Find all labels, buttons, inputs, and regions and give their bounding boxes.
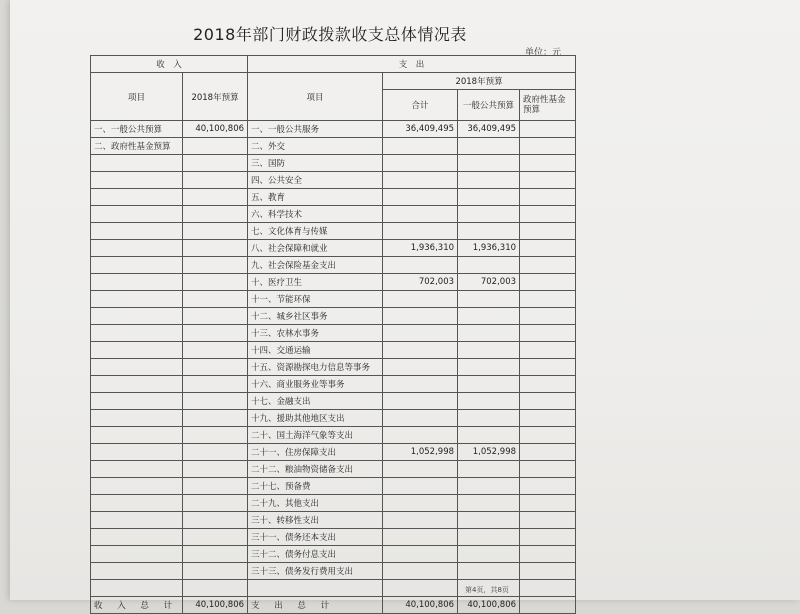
expense-total-cell <box>383 155 458 172</box>
table-row <box>91 223 576 240</box>
income-item-cell <box>91 495 183 512</box>
total-header: 合计 <box>383 90 458 121</box>
expense-total-cell <box>383 206 458 223</box>
table-row <box>91 121 576 138</box>
expense-fund-cell <box>520 512 576 529</box>
expense-general-cell <box>458 359 520 376</box>
expense-fund-cell <box>520 461 576 478</box>
expense-general-cell <box>458 478 520 495</box>
income-amount-cell <box>183 546 248 563</box>
income-amount-cell <box>183 393 248 410</box>
totals-row <box>91 597 576 614</box>
income-amount-cell <box>183 529 248 546</box>
income-amount-cell <box>183 563 248 580</box>
expense-fund-cell <box>520 291 576 308</box>
income-amount-cell <box>183 172 248 189</box>
income-amount-cell <box>183 427 248 444</box>
table-row <box>91 325 576 342</box>
income-amount-cell <box>183 308 248 325</box>
expense-fund-cell <box>520 257 576 274</box>
table-row <box>91 206 576 223</box>
expense-item-cell: 十、医疗卫生 <box>248 274 383 291</box>
expense-general-cell <box>458 291 520 308</box>
expense-total-cell <box>383 563 458 580</box>
expense-general-cell <box>458 512 520 529</box>
expense-fund-cell <box>520 529 576 546</box>
expense-item-cell: 九、社会保险基金支出 <box>248 257 383 274</box>
income-amount-cell <box>183 189 248 206</box>
income-item-cell <box>91 546 183 563</box>
income-item-cell <box>91 325 183 342</box>
expense-general-cell <box>458 223 520 240</box>
income-item-cell <box>91 410 183 427</box>
expense-general-cell: 36,409,495 <box>458 121 520 138</box>
income-item-cell <box>91 189 183 206</box>
table-row <box>91 291 576 308</box>
expense-fund-cell <box>520 308 576 325</box>
income-item-cell <box>91 206 183 223</box>
expense-item-cell: 三、国防 <box>248 155 383 172</box>
income-item-cell <box>91 478 183 495</box>
table-body <box>91 121 576 614</box>
income-amount-cell <box>183 478 248 495</box>
income-amount-cell <box>183 240 248 257</box>
expense-total-cell <box>383 376 458 393</box>
expense-item-cell: 一、一般公共服务 <box>248 121 383 138</box>
expense-item-cell: 二十、国土海洋气象等支出 <box>248 427 383 444</box>
fund-budget-header: 政府性基金预算 <box>520 90 576 121</box>
expense-fund-cell <box>520 342 576 359</box>
expense-item-cell: 十四、交通运输 <box>248 342 383 359</box>
expense-total-cell <box>383 257 458 274</box>
expense-total-cell <box>383 427 458 444</box>
expense-general-cell <box>458 563 520 580</box>
table-row <box>91 529 576 546</box>
table-row <box>91 274 576 291</box>
income-amount-cell <box>183 206 248 223</box>
income-amount-cell: 40,100,806 <box>183 121 248 138</box>
expense-item-cell: 十一、节能环保 <box>248 291 383 308</box>
income-item-cell <box>91 512 183 529</box>
page-footer: 第4页，共8页 <box>465 586 509 594</box>
expense-fund-cell <box>520 325 576 342</box>
header-row-1 <box>91 56 576 73</box>
expense-item-cell: 二十九、其他支出 <box>248 495 383 512</box>
expense-item-cell: 十五、资源勘探电力信息等事务 <box>248 359 383 376</box>
income-amount-cell <box>183 274 248 291</box>
table-row <box>91 393 576 410</box>
unit-label: 单位：元 <box>525 48 562 58</box>
expense-total-cell <box>383 478 458 495</box>
expense-total-cell <box>383 291 458 308</box>
income-item-cell <box>91 308 183 325</box>
expense-total-cell <box>383 325 458 342</box>
income-item-cell <box>91 529 183 546</box>
table-row <box>91 172 576 189</box>
expense-total-cell <box>383 529 458 546</box>
expense-general-cell <box>458 495 520 512</box>
income-amount-cell <box>183 155 248 172</box>
expense-item-cell: 三十二、债务付息支出 <box>248 546 383 563</box>
table-row <box>91 410 576 427</box>
income-item-cell <box>91 427 183 444</box>
expense-item-cell: 十三、农林水事务 <box>248 325 383 342</box>
expense-general-cell <box>458 461 520 478</box>
expense-general-cell <box>458 189 520 206</box>
expense-total-cell <box>383 359 458 376</box>
expense-item-cell: 十二、城乡社区事务 <box>248 308 383 325</box>
income-amount-cell <box>183 342 248 359</box>
table-row <box>91 444 576 461</box>
expense-general-cell <box>458 257 520 274</box>
income-item-cell <box>91 461 183 478</box>
expense-fund-cell <box>520 444 576 461</box>
expense-total-cell <box>383 138 458 155</box>
expense-total-cell <box>383 189 458 206</box>
expense-fund-cell <box>520 138 576 155</box>
income-item-cell <box>91 223 183 240</box>
general-budget-header: 一般公共预算 <box>458 90 520 121</box>
income-item-cell: 一、一般公共预算 <box>91 121 183 138</box>
income-budget-header: 2018年预算 <box>183 73 248 121</box>
income-amount-cell <box>183 512 248 529</box>
expense-total-cell <box>383 393 458 410</box>
expense-fund-cell <box>520 189 576 206</box>
expense-item-cell: 十七、金融支出 <box>248 393 383 410</box>
income-amount-cell <box>183 359 248 376</box>
expense-total-cell <box>383 410 458 427</box>
expense-fund-cell <box>520 393 576 410</box>
income-item-cell <box>91 580 183 597</box>
expense-total-cell <box>383 495 458 512</box>
expense-item-cell: 二十七、预备费 <box>248 478 383 495</box>
expense-item-cell: 二、外交 <box>248 138 383 155</box>
table-row <box>91 138 576 155</box>
expense-item-cell <box>248 580 383 597</box>
income-item-cell <box>91 393 183 410</box>
income-item-cell <box>91 155 183 172</box>
expense-item-cell: 二十一、住房保障支出 <box>248 444 383 461</box>
expense-item-cell: 三十一、债务还本支出 <box>248 529 383 546</box>
expense-general-cell <box>458 206 520 223</box>
table-row <box>91 563 576 580</box>
income-item-cell <box>91 291 183 308</box>
expense-fund-cell <box>520 410 576 427</box>
expense-fund-cell <box>520 563 576 580</box>
expense-general-cell: 702,003 <box>458 274 520 291</box>
expense-item-cell: 四、公共安全 <box>248 172 383 189</box>
income-item-cell: 二、政府性基金预算 <box>91 138 183 155</box>
income-amount-cell <box>183 291 248 308</box>
expense-general-cell <box>458 155 520 172</box>
expense-general-cell <box>458 546 520 563</box>
income-amount-cell <box>183 461 248 478</box>
expense-fund-cell <box>520 223 576 240</box>
income-amount-cell <box>183 580 248 597</box>
expense-general-cell <box>458 172 520 189</box>
table-row <box>91 512 576 529</box>
document-page <box>10 0 800 611</box>
expense-fund-cell <box>520 155 576 172</box>
expense-total-cell <box>383 461 458 478</box>
income-header: 收 入 <box>91 56 248 73</box>
expense-total-cell <box>383 580 458 597</box>
income-item-cell <box>91 376 183 393</box>
expense-item-cell: 二十二、粮油物资储备支出 <box>248 461 383 478</box>
income-amount-cell <box>183 444 248 461</box>
expense-item-cell: 十六、商业服务业等事务 <box>248 376 383 393</box>
expense-fund-cell <box>520 359 576 376</box>
expense-budget-header: 2018年预算 <box>383 73 576 90</box>
table-row <box>91 478 576 495</box>
expense-item-cell: 三十三、债务发行费用支出 <box>248 563 383 580</box>
expense-general-cell <box>458 325 520 342</box>
expense-fund-total <box>520 597 576 614</box>
income-amount-cell <box>183 325 248 342</box>
expense-total-cell <box>383 512 458 529</box>
expense-fund-cell <box>520 172 576 189</box>
expense-total-cell <box>383 308 458 325</box>
expense-fund-cell <box>520 427 576 444</box>
expense-total-cell: 702,003 <box>383 274 458 291</box>
expense-item-header: 项目 <box>248 73 383 121</box>
page-title: 2018年部门财政拨款收支总体情况表 <box>193 25 467 44</box>
expense-item-cell: 五、教育 <box>248 189 383 206</box>
expense-item-cell: 六、科学技术 <box>248 206 383 223</box>
income-item-cell <box>91 359 183 376</box>
expense-total-cell: 36,409,495 <box>383 121 458 138</box>
income-item-cell <box>91 563 183 580</box>
table-row <box>91 308 576 325</box>
expense-item-cell: 八、社会保障和就业 <box>248 240 383 257</box>
table-row <box>91 359 576 376</box>
expense-fund-cell <box>520 376 576 393</box>
table-row <box>91 342 576 359</box>
table-row <box>91 189 576 206</box>
expense-total-cell <box>383 342 458 359</box>
expense-item-cell: 十九、援助其他地区支出 <box>248 410 383 427</box>
expense-general-cell <box>458 138 520 155</box>
income-amount-cell <box>183 257 248 274</box>
income-item-cell <box>91 257 183 274</box>
expense-general-cell <box>458 376 520 393</box>
income-amount-cell <box>183 410 248 427</box>
expense-total-cell: 1,052,998 <box>383 444 458 461</box>
expense-general-cell <box>458 529 520 546</box>
income-item-header: 项目 <box>91 73 183 121</box>
table-row <box>91 240 576 257</box>
expense-fund-cell <box>520 274 576 291</box>
table-row <box>91 155 576 172</box>
expense-fund-cell <box>520 121 576 138</box>
header-row-2 <box>91 73 576 90</box>
income-item-cell <box>91 444 183 461</box>
expense-total-cell: 1,936,310 <box>383 240 458 257</box>
expense-fund-cell <box>520 546 576 563</box>
table-row <box>91 461 576 478</box>
expense-fund-cell <box>520 580 576 597</box>
table-row <box>91 376 576 393</box>
income-total-amount: 40,100,806 <box>183 597 248 614</box>
expense-fund-cell <box>520 495 576 512</box>
expense-total-cell <box>383 172 458 189</box>
expense-general-cell <box>458 410 520 427</box>
expense-fund-cell <box>520 478 576 495</box>
expense-item-cell: 七、文化体育与传媒 <box>248 223 383 240</box>
expense-header: 支 出 <box>248 56 576 73</box>
expense-general-cell <box>458 308 520 325</box>
expense-general-cell: 1,052,998 <box>458 444 520 461</box>
table-row <box>91 495 576 512</box>
table-row <box>91 257 576 274</box>
budget-table <box>90 55 576 614</box>
expense-total-label: 支 出 总 计 <box>248 597 383 614</box>
income-item-cell <box>91 274 183 291</box>
income-item-cell <box>91 342 183 359</box>
income-amount-cell <box>183 495 248 512</box>
income-item-cell <box>91 240 183 257</box>
expense-fund-cell <box>520 206 576 223</box>
expense-general-cell <box>458 342 520 359</box>
income-amount-cell <box>183 223 248 240</box>
income-amount-cell <box>183 138 248 155</box>
expense-general-cell <box>458 393 520 410</box>
expense-general-cell <box>458 427 520 444</box>
table-row <box>91 427 576 444</box>
table-row <box>91 546 576 563</box>
expense-total-cell <box>383 546 458 563</box>
expense-fund-cell <box>520 240 576 257</box>
expense-item-cell: 三十、转移性支出 <box>248 512 383 529</box>
expense-total-cell <box>383 223 458 240</box>
expense-total-amount: 40,100,806 <box>383 597 458 614</box>
expense-general-cell: 1,936,310 <box>458 240 520 257</box>
income-total-label: 收 入 总 计 <box>91 597 183 614</box>
expense-general-total: 40,100,806 <box>458 597 520 614</box>
income-amount-cell <box>183 376 248 393</box>
income-item-cell <box>91 172 183 189</box>
